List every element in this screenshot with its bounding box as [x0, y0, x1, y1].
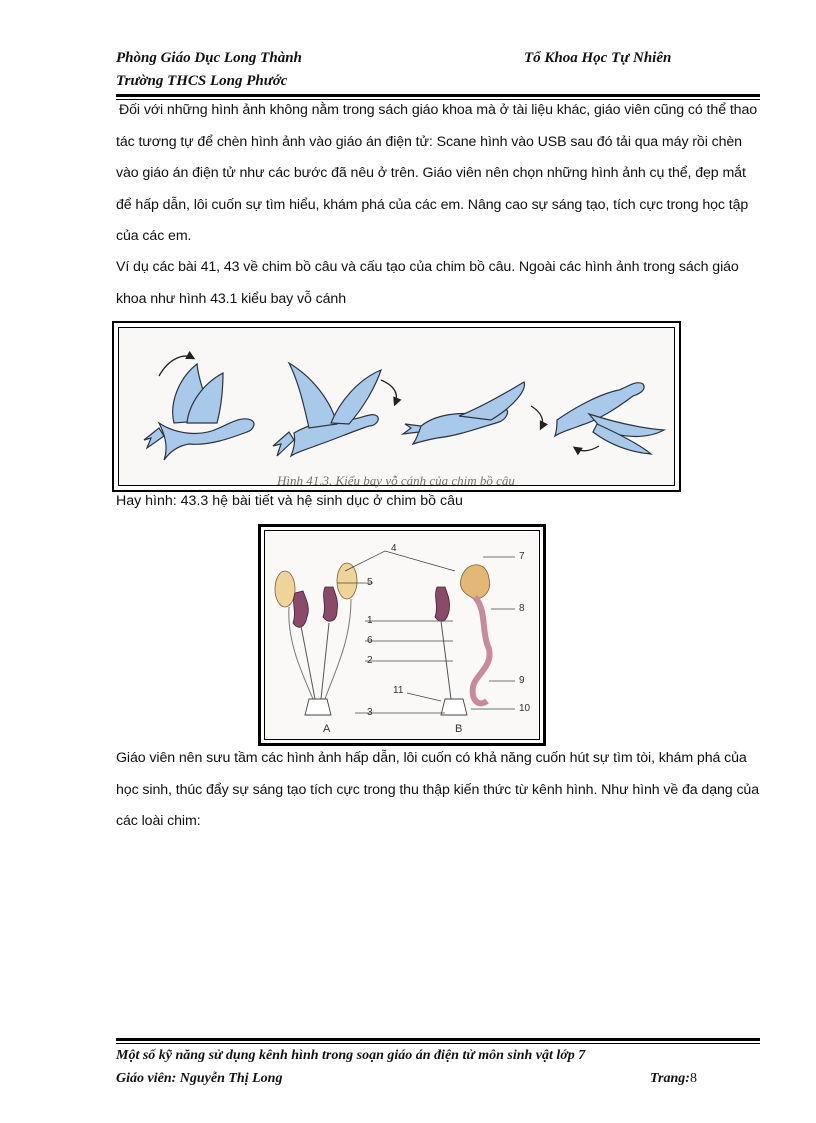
- organ-diagram: [265, 531, 541, 741]
- flight-arrow-3: [531, 406, 543, 428]
- paragraph-1: Đối với những hình ảnh không nằm trong sách giáo khoa mà ở tài liệu khác, giáo viên cũng có thể thao tác tương tự để chèn hình ảnh vào giáo án điện tử: Scane hình vào USB sau đó tải qua máy rồi chèn vào giáo án điện tử như các bước đã nêu ở trên. Giáo viên nên chọn những hình ảnh cụ thể, đẹp mắt để hấp dẫn, lôi cuốn sự tìm hiểu, khám phá của các em. Nâng cao sự sáng tạo, tích cực trong học tập của các em.: [116, 102, 758, 244]
- footer-title: Một số kỹ năng sử dụng kênh hình trong soạn giáo án điện tử môn sinh vật lớp 7: [116, 1048, 586, 1063]
- figure-excretory-system: [258, 524, 546, 746]
- paragraph-2: Ví dụ các bài 41, 43 về chim bồ câu và cấu tạo của chim bồ câu. Ngoài các hình ảnh trong sách giáo khoa như hình 43.1 kiểu bay vỗ cánh: [116, 259, 739, 307]
- footer-rule: [116, 1038, 760, 1041]
- label-4: 4: [391, 543, 397, 554]
- figure1-caption: Hình 41.3. Kiểu bay vỗ cánh của chim bồ câu: [277, 473, 515, 488]
- oviduct: [473, 597, 490, 703]
- pigeon-1: [144, 364, 254, 460]
- page-number: 8: [689, 1071, 697, 1086]
- label-9: 9: [519, 675, 525, 686]
- figure-flight-pigeons: [112, 321, 681, 492]
- kidney-left: [293, 591, 308, 627]
- paragraph-3: Giáo viên nên sưu tầm các hình ảnh hấp dẫn, lôi cuốn có khả năng cuốn hút sự tìm tòi, khám phá của học sinh, thúc đẩy sự sáng tạo tích cực trong thu thập kiến thức từ kênh hình. Như hình về đa dạng của các loài chim:: [116, 750, 760, 829]
- label-3: 3: [367, 707, 373, 718]
- footer-rule-thin: [116, 1043, 760, 1044]
- testis-right: [337, 563, 357, 599]
- label-7: 7: [519, 551, 525, 562]
- pigeon-3: [403, 382, 524, 444]
- panel-a-label: A: [323, 723, 331, 735]
- header-school-name: Trường THCS Long Phước: [116, 73, 288, 89]
- panel-b-organs: [435, 565, 490, 715]
- label-5: 5: [367, 577, 373, 588]
- label-11: 11: [393, 685, 404, 696]
- label-2: 2: [367, 655, 373, 666]
- flight-arrow-4: [575, 446, 599, 451]
- footer-page: [650, 1071, 697, 1087]
- label-8: 8: [519, 603, 525, 614]
- figure-excretory-frame: [264, 530, 540, 740]
- pigeon-2: [273, 363, 381, 456]
- figure2-intro: Hay hình: 43.3 hệ bài tiết và hệ sinh dục ở chim bồ câu: [116, 493, 463, 509]
- footer-teacher: Giáo viên: Nguyễn Thị Long: [116, 1071, 283, 1086]
- header-school-dept: Phòng Giáo Dục Long Thành: [116, 50, 302, 66]
- label-6: 6: [367, 635, 373, 646]
- panel-b-label: B: [455, 723, 463, 735]
- kidney-b: [435, 587, 450, 621]
- cloaca-b: [441, 699, 467, 715]
- flight-arrow-2: [381, 380, 396, 404]
- kidney-right: [323, 587, 338, 621]
- testis-left: [275, 571, 295, 607]
- header-department: Tổ Khoa Học Tự Nhiên: [524, 50, 672, 66]
- panel-a-organs: [275, 563, 357, 715]
- page-label: Trang:: [650, 1071, 690, 1086]
- cloaca-a: [305, 699, 331, 715]
- label-1: 1: [367, 615, 373, 626]
- ovary: [460, 565, 489, 599]
- figure-flight-frame: [118, 327, 675, 486]
- pigeon-4: [555, 383, 664, 454]
- pigeons-illustration: [119, 328, 678, 489]
- label-10: 10: [519, 703, 531, 714]
